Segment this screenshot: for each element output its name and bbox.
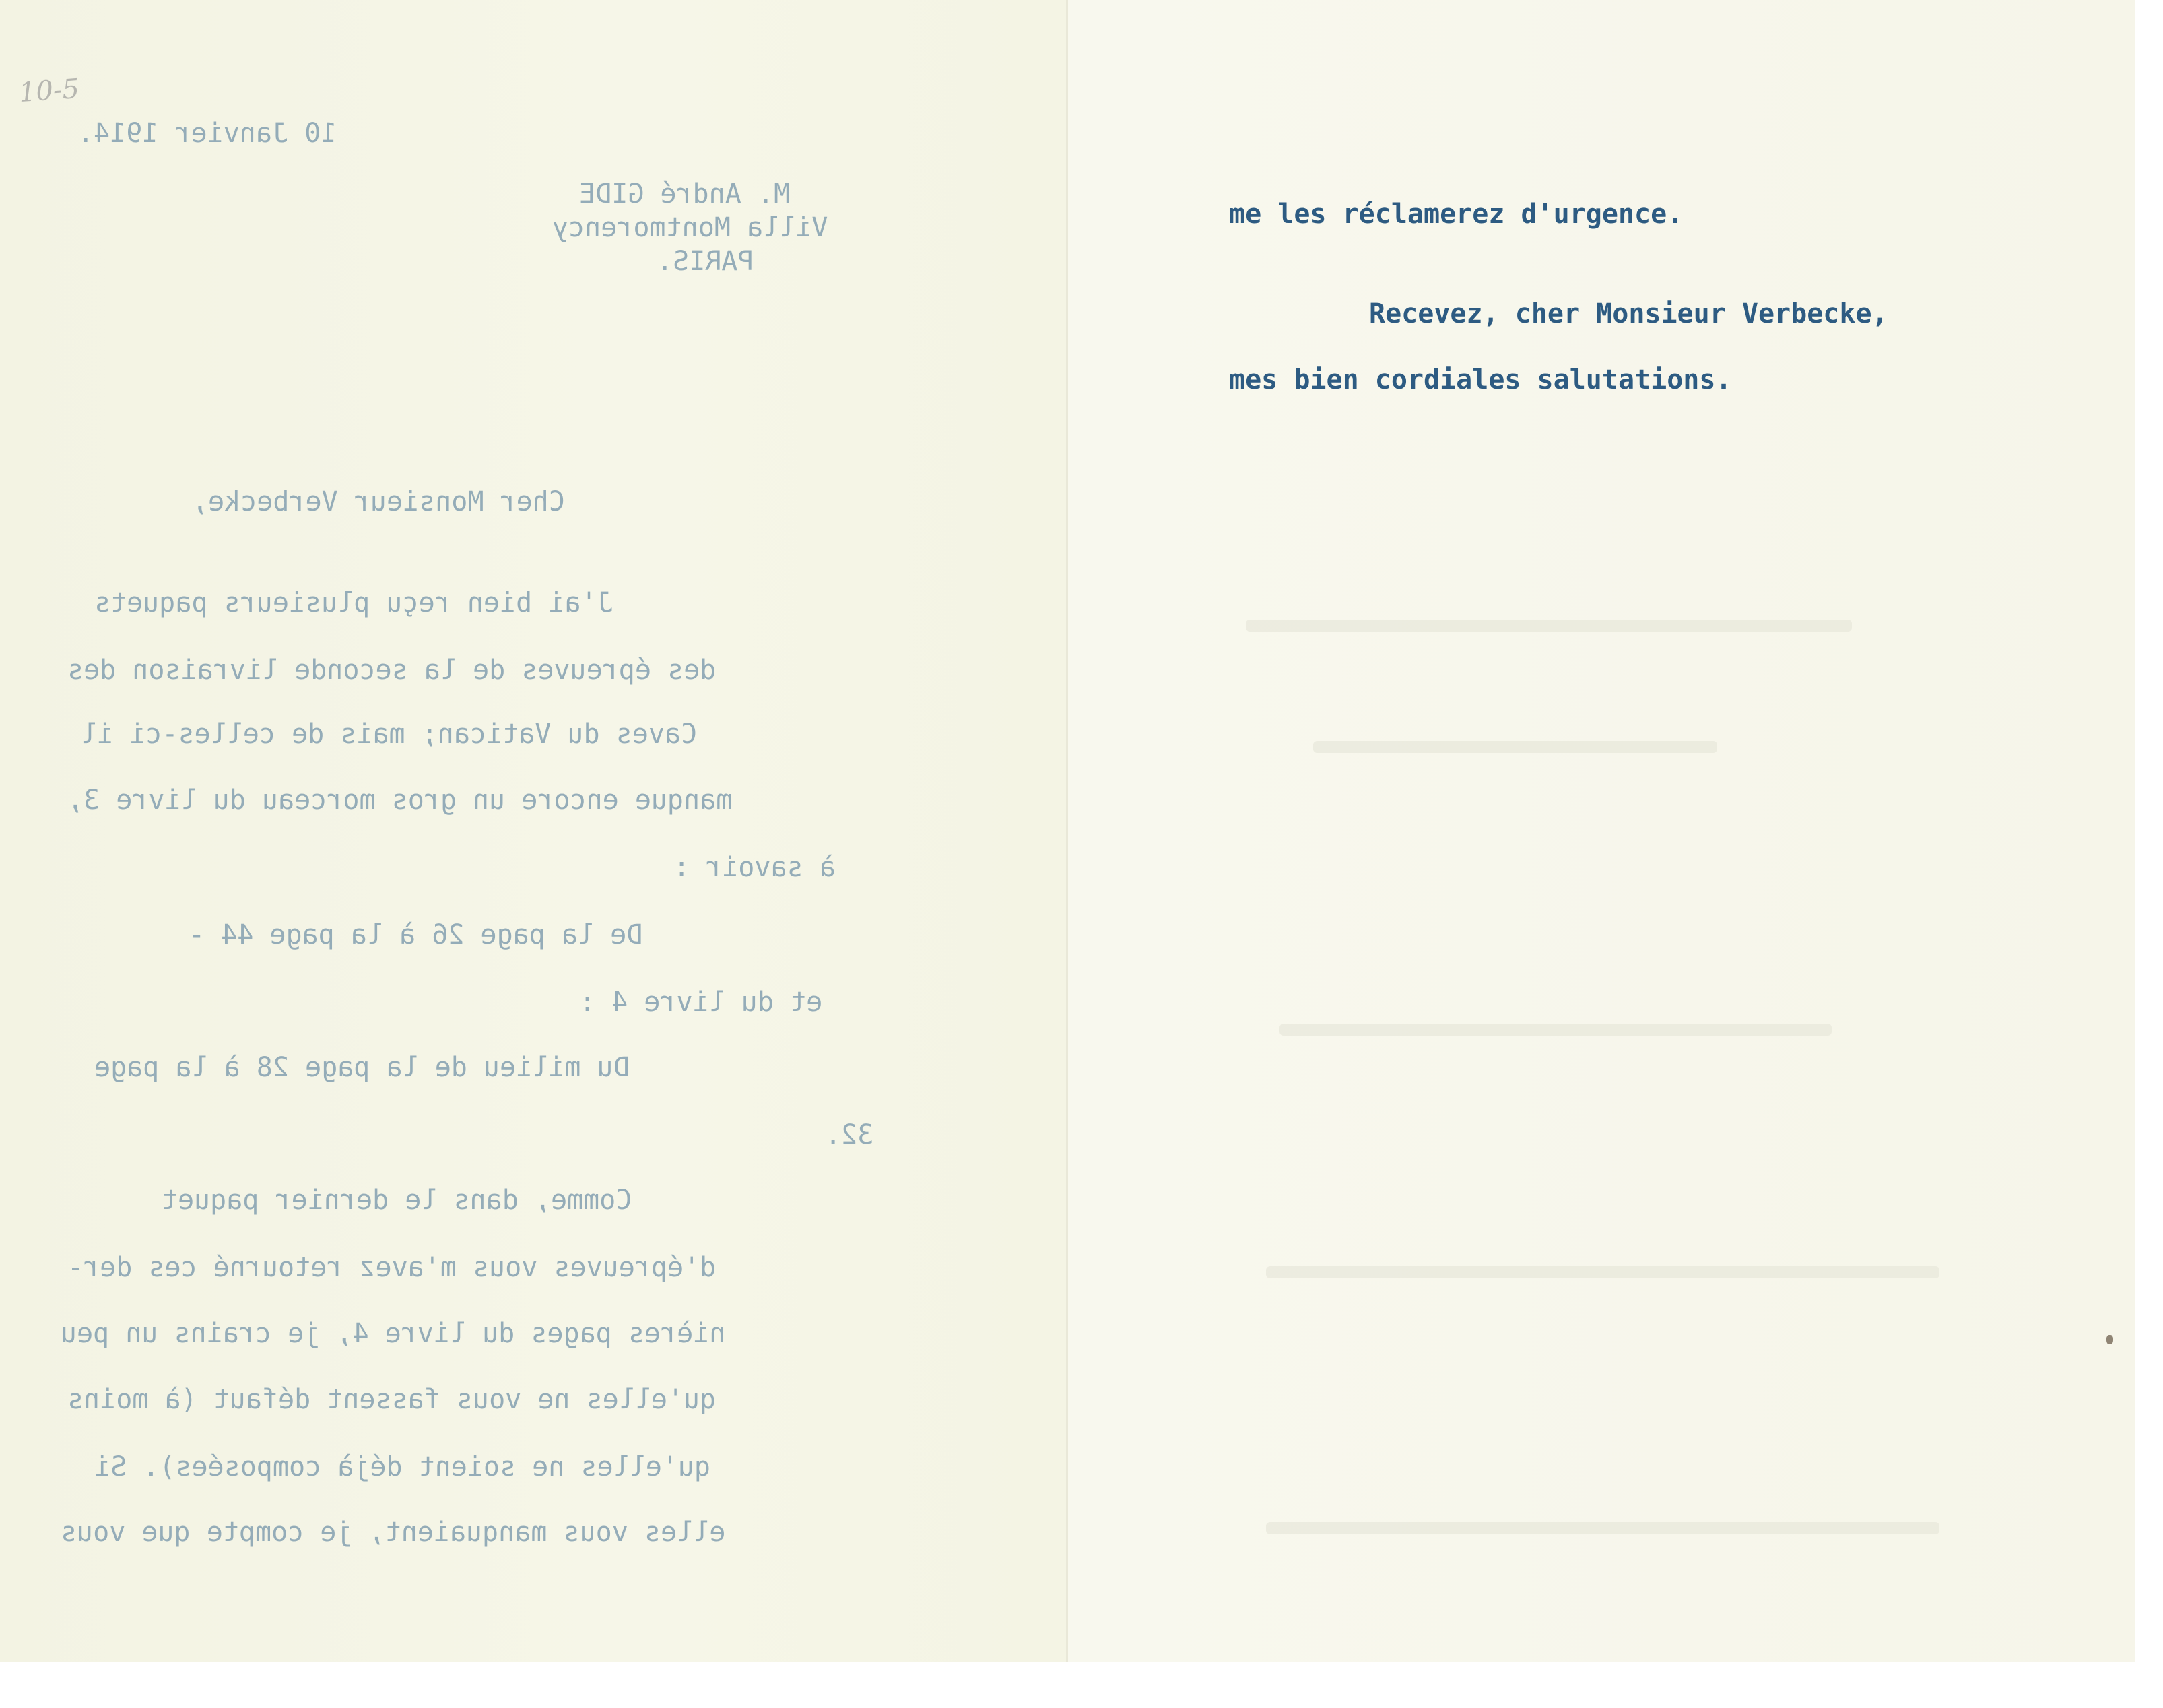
ghost-impression bbox=[1266, 1522, 1939, 1534]
ghost-impression bbox=[1279, 1024, 1832, 1036]
offset-recipient-city: PARIS. bbox=[657, 246, 754, 277]
offset-body-line: et du livre 4 : bbox=[579, 987, 823, 1018]
offset-recipient-address: Villa Montmorency bbox=[552, 212, 828, 243]
offset-body-line: Comme, dans le dernier paquet bbox=[162, 1185, 632, 1216]
offset-body-line: nières pages du livre 4, je crains un peu bbox=[61, 1318, 726, 1349]
offset-body-line: qu'elles ne soient déjà composées). Si bbox=[94, 1451, 711, 1482]
offset-body-line: Du milieu de la page 28 à la page bbox=[94, 1052, 630, 1083]
offset-body-line: à savoir : bbox=[673, 852, 836, 883]
ghost-impression bbox=[1266, 1266, 1939, 1278]
ghost-impression bbox=[1246, 620, 1852, 632]
offset-body-line: 32. bbox=[825, 1119, 874, 1150]
offset-body-line: J'ai bien reçu plusieurs paquets bbox=[94, 587, 613, 618]
offset-body-line: qu'elles ne vous fassent défaut (à moins bbox=[67, 1384, 717, 1415]
offset-body-line: d'épreuves vous m'avez retourné ces der- bbox=[67, 1252, 717, 1283]
ghost-impression bbox=[1313, 741, 1717, 753]
letter-line-salutations: mes bien cordiales salutations. bbox=[1229, 364, 1732, 395]
offset-body-line: elles vous manquaient, je compte que vous bbox=[61, 1517, 726, 1548]
offset-salutation: Cher Monsieur Verbecke, bbox=[192, 486, 565, 517]
offset-date: 10 Janvier 1914. bbox=[77, 118, 337, 149]
ink-speck bbox=[2106, 1335, 2113, 1344]
offset-recipient-name: M. André GIDE bbox=[579, 178, 791, 209]
offset-body-line: des épreuves de la seconde livraison des bbox=[67, 655, 717, 686]
letter-line-valediction: Recevez, cher Monsieur Verbecke, bbox=[1369, 298, 1888, 329]
archive-pencil-note: 10-5 bbox=[18, 73, 81, 109]
right-page bbox=[1067, 0, 2135, 1662]
offset-body-line: manque encore un gros morceau du livre 3, bbox=[67, 785, 733, 816]
offset-body-line: De la page 26 à la page 44 - bbox=[189, 919, 643, 950]
letter-line-closing-request: me les réclamerez d'urgence. bbox=[1229, 199, 1684, 230]
offset-body-line: Caves du Vatican; mais de celles-ci il bbox=[81, 719, 698, 750]
page-fold bbox=[1066, 0, 1068, 1662]
